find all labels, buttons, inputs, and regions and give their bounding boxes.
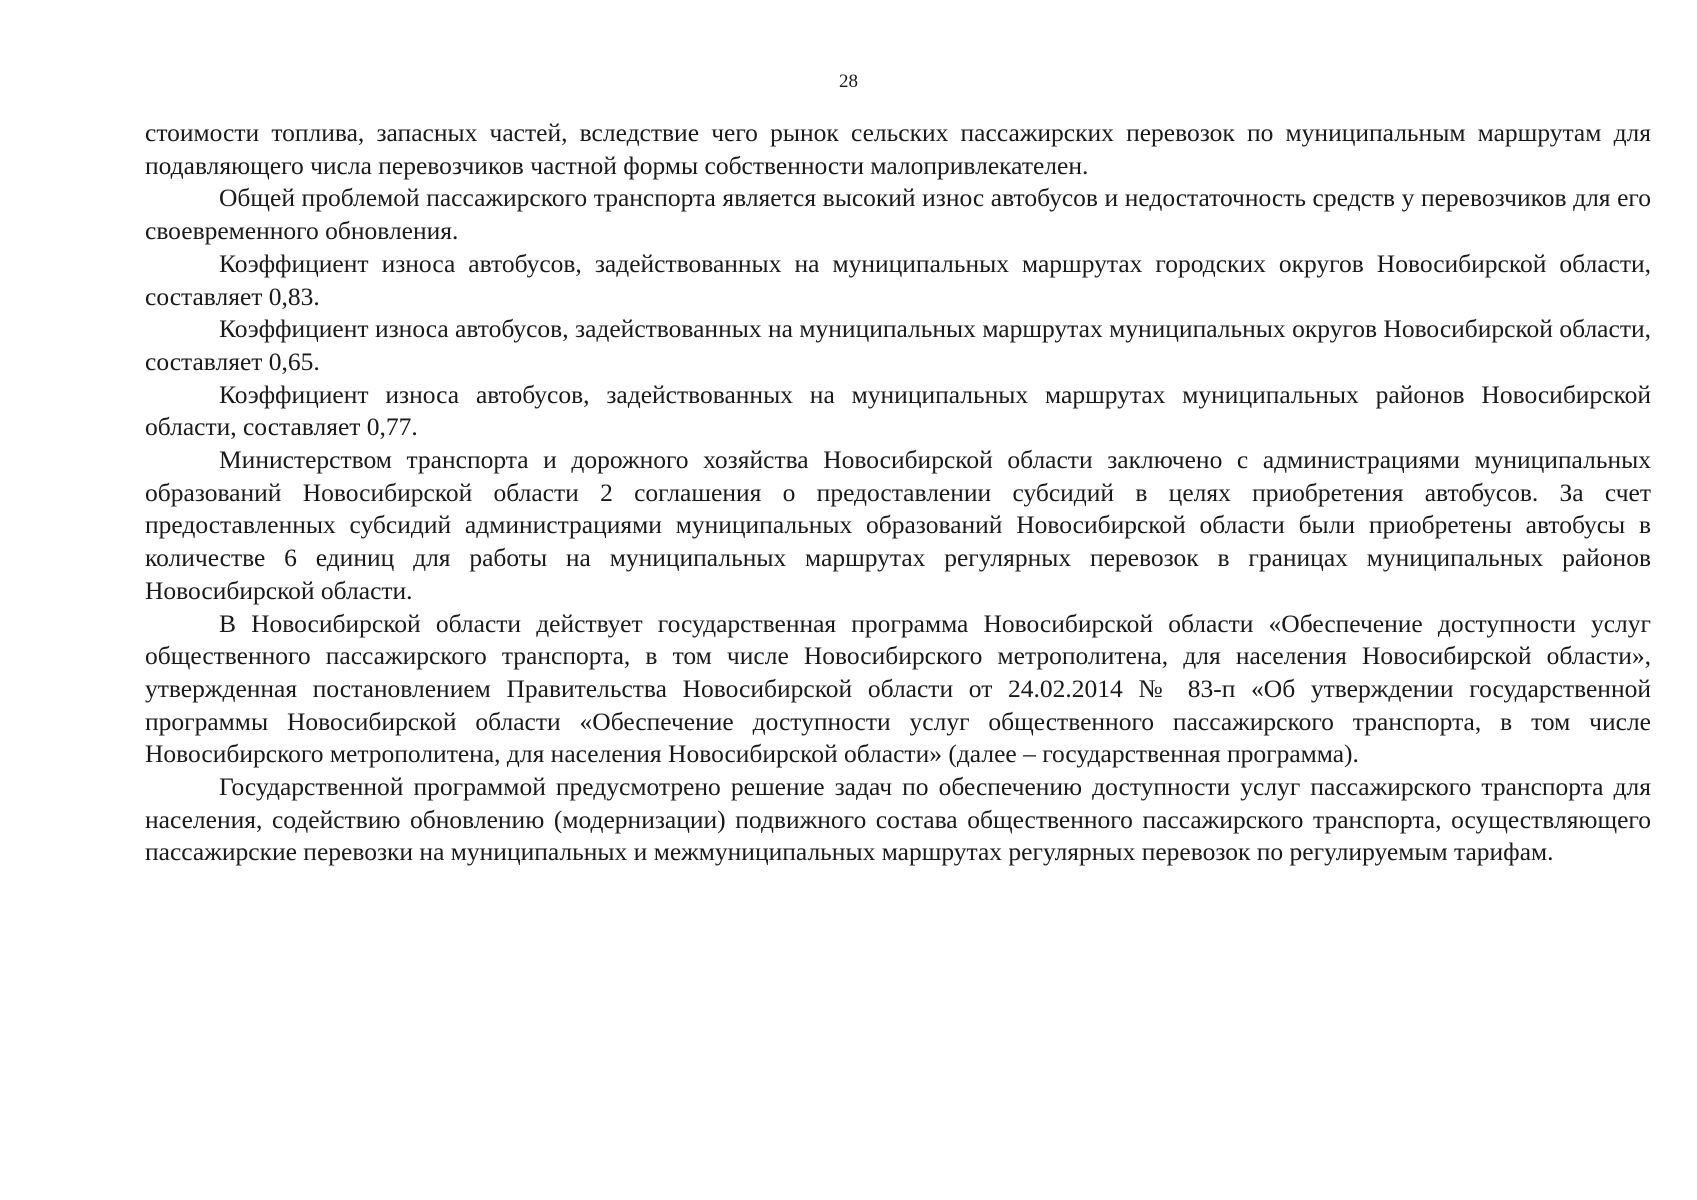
paragraph-wear-municipal-districts: Коэффициент износа автобусов, задействованных на муниципальных маршрутах муниципальных округов Новосибирской области, составляет 0,65. [145,314,1651,376]
paragraph-continuation: стоимости топлива, запасных частей, вследствие чего рынок сельских пассажирских перевозок по муниципальным маршрутам для подавляющего числа перевозчиков частной формы собственности малопривлекателен. [145,118,1651,180]
page-number: 28 [839,71,858,92]
paragraph-state-program: В Новосибирской области действует государственная программа Новосибирской области «Обеспечение доступности услуг общественного пассажирского транспорта, в том числе Новосибирского метрополитена, для населения Новосибирской области», утвержденная постановлением Правительства Новосибирской области от 24.02.2014 № 83-п «Об утверждении государственной программы Новосибирской области «Обеспечение доступности услуг общественного пассажирского транспорта, в том числе Новосибирского метрополитена, для населения Новосибирской области» (далее – государственная программа). [145,608,1651,769]
paragraph-program-tasks: Государственной программой предусмотрено решение задач по обеспечению доступности услуг пассажирского транспорта для населения, содействию обновлению (модернизации) подвижного состава общественного пассажирского транспорта, осуществляющего пассажирские перевозки на муниципальных и межмуниципальных маршрутах регулярных перевозок по регулируемым тарифам. [145,772,1651,867]
paragraph-wear-municipal-regions: Коэффициент износа автобусов, задействованных на муниципальных маршрутах муниципальных районов Новосибирской области, составляет 0,77. [145,379,1651,442]
paragraph-wear-urban-districts: Коэффициент износа автобусов, задействованных на муниципальных маршрутах городских округов Новосибирской области, составляет 0,83. [145,248,1651,311]
paragraph-bus-wear-problem: Общей проблемой пассажирского транспорта является высокий износ автобусов и недостаточность средств у перевозчиков для его своевременного обновления. [145,183,1651,246]
paragraph-subsidy-agreements: Министерством транспорта и дорожного хозяйства Новосибирской области заключено с администрациями муниципальных образований Новосибирской области 2 соглашения о предоставлении субсидий в целях приобретения автобусов. За счет предоставленных субсидий администрациями муниципальных образований Новосибирской области были приобретены автобусы в количестве 6 единиц для работы на муниципальных маршрутах регулярных перевозок в границах муниципальных районов Новосибирской области. [145,445,1651,605]
document-body [145,117,1651,869]
